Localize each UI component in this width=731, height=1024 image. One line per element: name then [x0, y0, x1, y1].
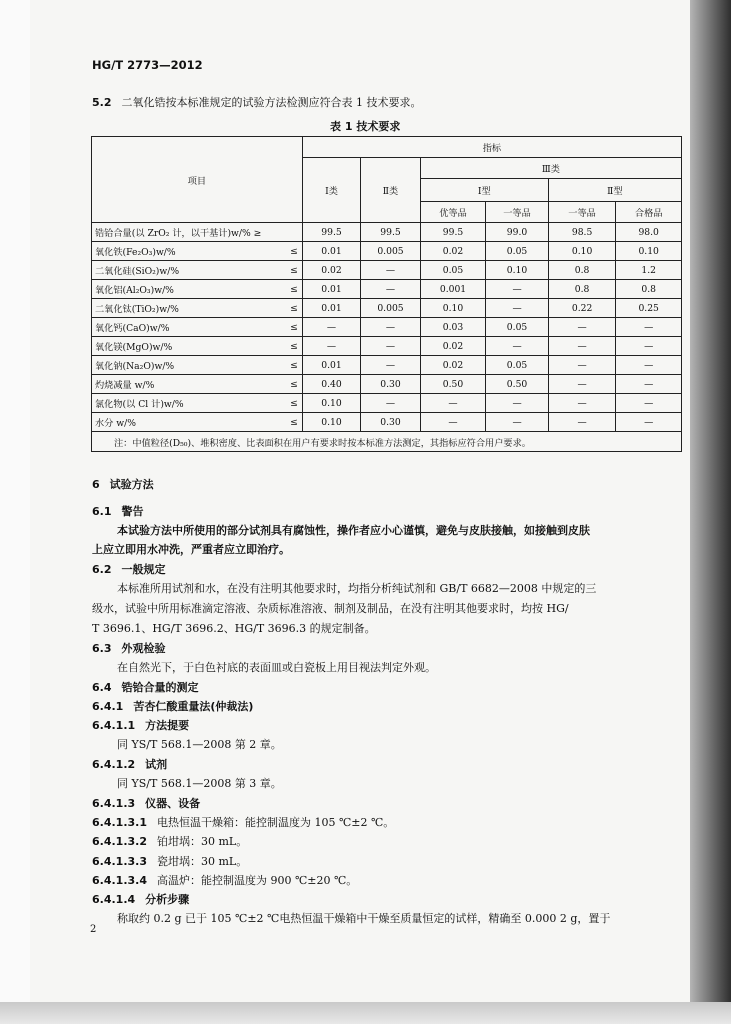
- row-value-cell: 1.2: [616, 261, 682, 280]
- row-value-cell: —: [548, 413, 616, 432]
- equipment-item-1: [92, 814, 394, 830]
- row-value-cell: 0.05: [486, 318, 549, 337]
- row-value-cell: —: [548, 337, 616, 356]
- row-value-cell: 0.03: [420, 318, 486, 337]
- row-value-cell: —: [616, 394, 682, 413]
- section-6-3-heading: [92, 640, 166, 656]
- row-value-cell: —: [486, 394, 549, 413]
- header-grade: 一等品: [548, 202, 616, 223]
- row-value-cell: 0.30: [361, 413, 421, 432]
- row-item-label: 氯化物(以 Cl 计)w/%: [92, 394, 289, 413]
- page-number: 2: [90, 924, 97, 935]
- row-item-label: 氧化钙(CaO)w/%: [92, 318, 289, 337]
- section-number: 6.4.1.4: [92, 893, 136, 906]
- header-grade: 合格品: [616, 202, 682, 223]
- row-value-cell: —: [616, 318, 682, 337]
- appearance-paragraph: 在自然光下，于白色衬底的表面皿或白瓷板上用目视法判定外观。: [117, 661, 436, 674]
- table-row: [92, 375, 682, 394]
- section-title: 警告: [121, 505, 144, 518]
- row-value-cell: 0.10: [420, 299, 486, 318]
- row-item-label: 氧化铁(Fe₂O₃)w/%: [92, 242, 289, 261]
- header-grade: 优等品: [420, 202, 486, 223]
- header-class-2: Ⅱ类: [361, 158, 421, 223]
- row-value-cell: 0.10: [486, 261, 549, 280]
- section-title: 一般规定: [121, 563, 166, 576]
- table-caption: 表 1 技术要求: [330, 120, 401, 133]
- equipment-item-2: [92, 833, 247, 849]
- row-value-cell: —: [361, 261, 421, 280]
- section-number: 6.4.1.3: [92, 797, 136, 810]
- row-value-cell: —: [548, 394, 616, 413]
- row-value-cell: —: [616, 356, 682, 375]
- section-title: 分析步骤: [145, 893, 190, 906]
- row-value-cell: —: [361, 280, 421, 299]
- row-item-label: 氧化钠(Na₂O)w/%: [92, 356, 289, 375]
- row-item-label: 水分 w/%: [92, 413, 289, 432]
- row-value-cell: —: [486, 413, 549, 432]
- row-value-cell: 0.01: [302, 280, 360, 299]
- table-row: [92, 223, 682, 242]
- row-limit-symbol: ≤: [288, 318, 302, 337]
- section-title: 试验方法: [109, 478, 154, 491]
- row-limit-symbol: ≤: [288, 356, 302, 375]
- row-value-cell: 0.8: [616, 280, 682, 299]
- section-number: 6.1: [92, 505, 112, 518]
- row-limit-symbol: ≤: [288, 261, 302, 280]
- standard-code: HG/T 2773—2012: [92, 58, 203, 72]
- row-limit-symbol: ≤: [288, 375, 302, 394]
- requirements-table: [91, 136, 682, 452]
- general-paragraph-line-1: 本标准所用试剂和水，在没有注明其他要求时，均指分析纯试剂和 GB/T 6682—2008 中规定的三: [117, 582, 597, 595]
- scan-shadow-right: [689, 0, 731, 1024]
- row-item-label: 氧化铝(Al₂O₃)w/%: [92, 280, 289, 299]
- row-value-cell: —: [302, 318, 360, 337]
- row-value-cell: 99.5: [302, 223, 360, 242]
- clause-5-2: [92, 94, 422, 110]
- row-value-cell: 99.5: [420, 223, 486, 242]
- section-number: 6.4.1.1: [92, 719, 136, 732]
- row-value-cell: 0.8: [548, 280, 616, 299]
- row-value-cell: —: [548, 356, 616, 375]
- row-value-cell: 0.05: [486, 242, 549, 261]
- row-value-cell: 98.5: [548, 223, 616, 242]
- section-number: 6: [92, 478, 100, 491]
- table-note: 注：中值粒径(D₅₀)、堆积密度、比表面积在用户有要求时按本标准方法测定，其指标应符合用户要求。: [92, 432, 682, 452]
- row-limit-symbol: ≤: [288, 337, 302, 356]
- header-type-1: Ⅰ型: [420, 179, 548, 202]
- row-value-cell: 98.0: [616, 223, 682, 242]
- section-number: 6.4.1.3.3: [92, 855, 147, 868]
- section-number: 6.4.1: [92, 700, 124, 713]
- row-value-cell: 0.10: [548, 242, 616, 261]
- row-value-cell: 0.005: [361, 242, 421, 261]
- table-row: [92, 356, 682, 375]
- header-class-1: Ⅰ类: [302, 158, 360, 223]
- clause-text: 二氧化锆按本标准规定的试验方法检测应符合表 1 技术要求。: [121, 96, 422, 109]
- equipment-item-4: [92, 872, 357, 888]
- section-6-1-heading: [92, 503, 144, 519]
- row-value-cell: —: [616, 375, 682, 394]
- row-limit-symbol: ≤: [288, 280, 302, 299]
- row-item-label: 氧化镁(MgO)w/%: [92, 337, 289, 356]
- row-limit-symbol: [288, 223, 302, 242]
- section-number: 6.4: [92, 681, 112, 694]
- section-title: 苦杏仁酸重量法(仲裁法): [133, 700, 254, 713]
- general-paragraph-line-3: T 3696.1、HG/T 3696.2、HG/T 3696.3 的规定制备。: [92, 622, 376, 635]
- row-value-cell: —: [420, 394, 486, 413]
- row-value-cell: —: [361, 356, 421, 375]
- equipment-item-3: [92, 853, 247, 869]
- section-title: 外观检验: [121, 642, 166, 655]
- section-number: 6.3: [92, 642, 112, 655]
- row-value-cell: 0.05: [486, 356, 549, 375]
- section-6-4-1-3-heading: [92, 795, 200, 811]
- row-value-cell: 99.0: [486, 223, 549, 242]
- table-row: [92, 261, 682, 280]
- row-limit-symbol: ≤: [288, 394, 302, 413]
- warning-paragraph-line-2: 上应立即用水冲洗，严重者应立即治疗。: [92, 543, 290, 556]
- table-row: [92, 337, 682, 356]
- row-item-label: 锆铪合量(以 ZrO₂ 计，以干基计)w/% ≥: [92, 223, 289, 242]
- row-value-cell: —: [486, 337, 549, 356]
- equipment-text: 瓷坩埚：30 mL。: [156, 855, 248, 868]
- row-value-cell: —: [361, 394, 421, 413]
- row-value-cell: —: [302, 337, 360, 356]
- section-title: 锆铪合量的测定: [121, 681, 199, 694]
- section-title: 仪器、设备: [145, 797, 201, 810]
- warning-paragraph-line-1: 本试验方法中所使用的部分试剂具有腐蚀性，操作者应小心谨慎，避免与皮肤接触，如接触到皮肤: [117, 524, 590, 537]
- section-6-4-heading: [92, 679, 199, 695]
- row-value-cell: 0.005: [361, 299, 421, 318]
- document-page: [30, 0, 690, 1002]
- equipment-text: 铂坩埚：30 mL。: [156, 835, 248, 848]
- row-value-cell: —: [616, 413, 682, 432]
- row-value-cell: 0.10: [302, 413, 360, 432]
- procedure-paragraph: 称取约 0.2 g 已于 105 ℃±2 ℃电热恒温干燥箱中干燥至质量恒定的试样，精确至 0.000 2 g，置于: [117, 912, 611, 925]
- row-item-label: 灼烧减量 w/%: [92, 375, 289, 394]
- row-value-cell: 0.10: [302, 394, 360, 413]
- equipment-text: 高温炉：能控制温度为 900 ℃±20 ℃。: [156, 874, 358, 887]
- row-value-cell: 0.02: [302, 261, 360, 280]
- row-limit-symbol: ≤: [288, 299, 302, 318]
- row-value-cell: —: [486, 280, 549, 299]
- row-value-cell: 0.50: [420, 375, 486, 394]
- row-value-cell: —: [616, 337, 682, 356]
- row-value-cell: 0.02: [420, 242, 486, 261]
- row-value-cell: 0.01: [302, 356, 360, 375]
- row-value-cell: 0.05: [420, 261, 486, 280]
- row-limit-symbol: ≤: [288, 413, 302, 432]
- header-item: 项目: [92, 137, 303, 223]
- row-value-cell: 0.40: [302, 375, 360, 394]
- header-grade: 一等品: [486, 202, 549, 223]
- row-value-cell: 0.02: [420, 356, 486, 375]
- row-value-cell: 0.001: [420, 280, 486, 299]
- section-number: 6.4.1.3.1: [92, 816, 147, 829]
- scan-margin-bottom: [0, 1002, 731, 1024]
- section-number: 6.2: [92, 563, 112, 576]
- section-6-4-1-4-heading: [92, 891, 189, 907]
- table-row: [92, 242, 682, 261]
- section-6-4-1-heading: [92, 698, 253, 714]
- table-row: [92, 394, 682, 413]
- row-value-cell: 0.02: [420, 337, 486, 356]
- section-6-heading: [92, 476, 154, 492]
- row-value-cell: 0.25: [616, 299, 682, 318]
- table-row: [92, 318, 682, 337]
- row-value-cell: —: [548, 375, 616, 394]
- row-item-label: 二氧化硅(SiO₂)w/%: [92, 261, 289, 280]
- section-6-4-1-1-heading: [92, 717, 189, 733]
- row-value-cell: 0.8: [548, 261, 616, 280]
- section-title: 方法提要: [145, 719, 190, 732]
- row-value-cell: —: [486, 299, 549, 318]
- row-value-cell: 0.01: [302, 242, 360, 261]
- row-value-cell: 0.10: [616, 242, 682, 261]
- row-value-cell: 0.30: [361, 375, 421, 394]
- row-value-cell: —: [420, 413, 486, 432]
- row-value-cell: —: [361, 337, 421, 356]
- row-value-cell: 0.50: [486, 375, 549, 394]
- row-item-label: 二氧化钛(TiO₂)w/%: [92, 299, 289, 318]
- header-type-2: Ⅱ型: [548, 179, 681, 202]
- method-summary-text: 同 YS/T 568.1—2008 第 2 章。: [117, 738, 282, 751]
- scan-margin-left: [0, 0, 30, 1024]
- section-number: 6.4.1.3.2: [92, 835, 147, 848]
- header-class-3: Ⅲ类: [420, 158, 681, 179]
- table-row: [92, 299, 682, 318]
- row-limit-symbol: ≤: [288, 242, 302, 261]
- row-value-cell: 99.5: [361, 223, 421, 242]
- table-row: [92, 413, 682, 432]
- section-number: 6.4.1.2: [92, 758, 136, 771]
- row-value-cell: 0.01: [302, 299, 360, 318]
- section-number: 6.4.1.3.4: [92, 874, 147, 887]
- row-value-cell: —: [548, 318, 616, 337]
- header-index: 指标: [302, 137, 681, 158]
- table-row: [92, 280, 682, 299]
- equipment-text: 电热恒温干燥箱：能控制温度为 105 ℃±2 ℃。: [156, 816, 395, 829]
- section-title: 试剂: [145, 758, 168, 771]
- clause-number: 5.2: [92, 96, 112, 109]
- section-6-4-1-2-heading: [92, 756, 167, 772]
- section-6-2-heading: [92, 561, 166, 577]
- reagents-text: 同 YS/T 568.1—2008 第 3 章。: [117, 777, 282, 790]
- row-value-cell: —: [361, 318, 421, 337]
- row-value-cell: 0.22: [548, 299, 616, 318]
- general-paragraph-line-2: 级水，试验中所用标准滴定溶液、杂质标准溶液、制剂及制品，在没有注明其他要求时，均按 HG/: [92, 602, 569, 615]
